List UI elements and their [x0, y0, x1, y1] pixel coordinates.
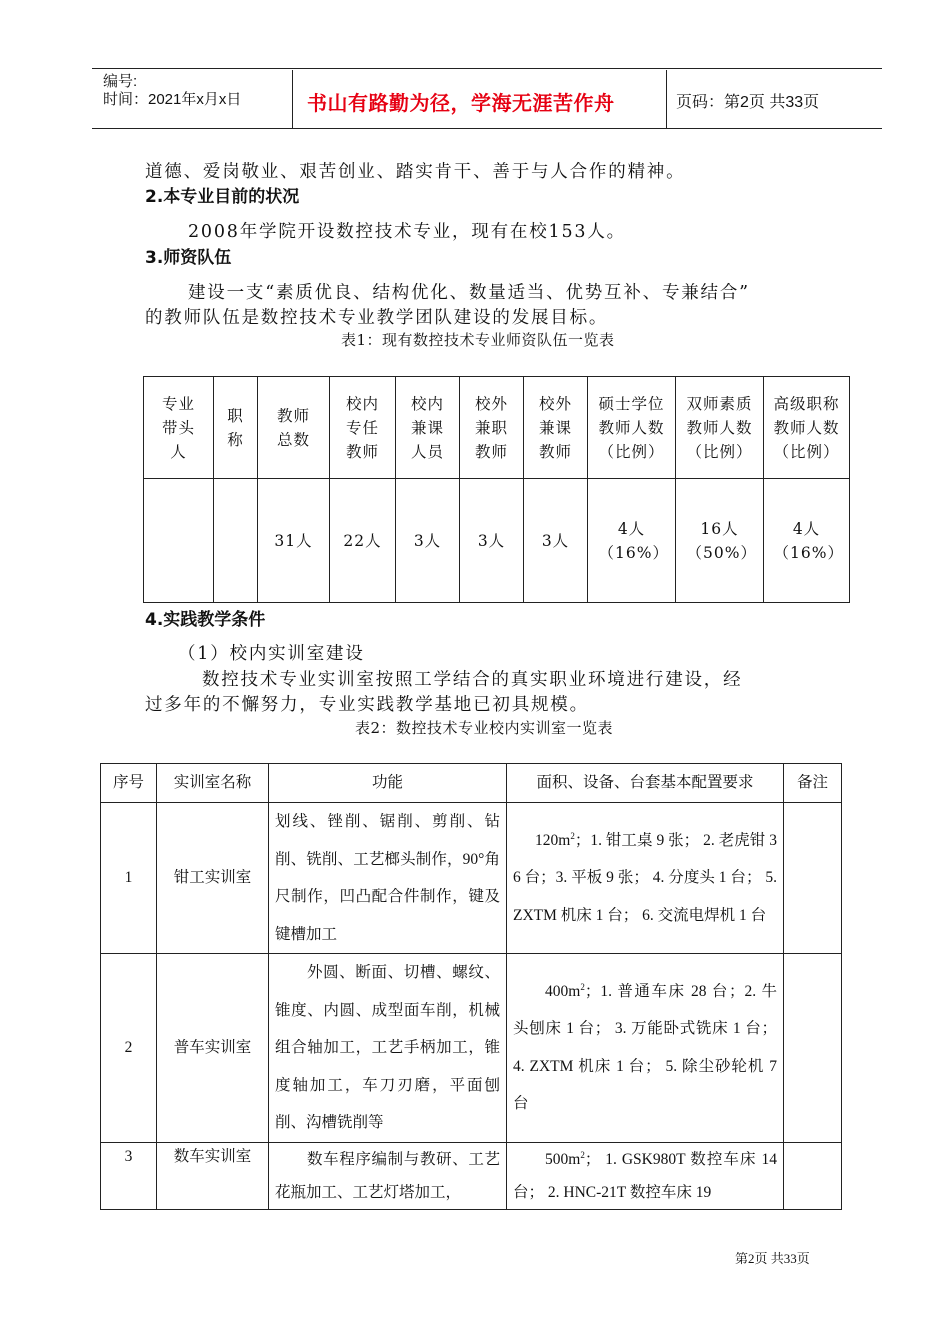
faculty-table-data-row — [144, 479, 850, 603]
faculty-cell — [214, 479, 258, 603]
lab-no-cell: 1 — [101, 803, 157, 954]
lab-function-cell: 数车程序编制与教研、工艺花瓶加工、工艺灯塔加工， — [269, 1142, 507, 1209]
faculty-cell: 22人 — [330, 479, 396, 603]
section-heading-3: 3.师资队伍 — [145, 248, 232, 268]
section-heading-2: 2.本专业目前的状况 — [145, 187, 300, 207]
faculty-header-cell: 职称 — [214, 377, 258, 479]
paragraph-status: 2008年学院开设数控技术专业，现有在校153人。 — [188, 222, 626, 242]
header-separator-1 — [292, 70, 293, 128]
lab-function-cell: 划线、锉削、锯削、剪削、钻削、铣削、工艺榔头制作，90°角尺制作，凹凸配合件制作，键及键槽加工 — [269, 803, 507, 954]
lab-note-cell — [784, 954, 842, 1143]
faculty-header-cell: 校内专任教师 — [330, 377, 396, 479]
lab-header-cell: 面积、设备、台套基本配置要求 — [507, 764, 784, 803]
lab-config-cell: $500m^2$； 1. GSK980T 数控车床 14 台； 2. HNC-21T 数控车床 19 — [507, 1142, 784, 1209]
training-lab-table — [100, 763, 842, 1210]
doc-number-label: 编号: — [103, 73, 138, 90]
lab-header-cell: 序号 — [101, 764, 157, 803]
lab-table-row — [101, 803, 842, 954]
lab-table-row — [101, 954, 842, 1143]
faculty-cell: 4人（16%） — [764, 479, 850, 603]
faculty-cell: 16人（50%） — [676, 479, 764, 603]
faculty-header-cell: 硕士学位教师人数（比例） — [588, 377, 676, 479]
header-bottom-rule — [92, 128, 882, 129]
paragraph-faculty-line2: 的教师队伍是数控技术专业教学团队建设的发展目标。 — [145, 308, 609, 328]
lab-note-cell — [784, 803, 842, 954]
lab-config-cell: $400m^2$；1. 普通车床 28 台；2. 牛头刨床 1 台； 3. 万能卧式铣床 1 台； 4. ZXTM 机床 1 台； 5. 除尘砂轮机 7 台 — [507, 954, 784, 1143]
lab-table-row — [101, 1142, 842, 1209]
section-heading-4: 4.实践教学条件 — [145, 610, 266, 630]
subsection-heading: （1）校内实训室建设 — [178, 644, 365, 664]
footer-page-number: 第2页 共33页 — [735, 1251, 810, 1266]
header-motto: 书山有路勤为径，学海无涯苦作舟 — [307, 91, 615, 115]
paragraph-faculty-line1: 建设一支“素质优良、结构优化、数量适当、优势互补、专兼结合” — [188, 283, 750, 303]
faculty-header-cell: 校外兼职教师 — [460, 377, 524, 479]
lab-name-cell: 普车实训室 — [157, 954, 269, 1143]
faculty-header-cell: 专业带头人 — [144, 377, 214, 479]
table2-caption: 表2：数控技术专业校内实训室一览表 — [355, 719, 614, 737]
faculty-cell: 3人 — [524, 479, 588, 603]
faculty-cell: 4人（16%） — [588, 479, 676, 603]
lab-name-cell: 数车实训室 — [157, 1142, 269, 1209]
faculty-header-cell: 校内兼课人员 — [396, 377, 460, 479]
lab-no-cell: 3 — [101, 1142, 157, 1209]
faculty-cell — [144, 479, 214, 603]
faculty-header-cell: 校外兼课教师 — [524, 377, 588, 479]
lab-header-cell: 备注 — [784, 764, 842, 803]
faculty-cell: 31人 — [258, 479, 330, 603]
doc-time-label: 时间：2021年x月x日 — [103, 91, 242, 108]
lab-header-cell: 实训室名称 — [157, 764, 269, 803]
faculty-header-cell: 高级职称教师人数（比例） — [764, 377, 850, 479]
faculty-header-cell: 教师总数 — [258, 377, 330, 479]
faculty-table-header-row — [144, 377, 850, 479]
lab-table-header-row — [101, 764, 842, 803]
lab-no-cell: 2 — [101, 954, 157, 1143]
lab-function-cell: 外圆、断面、切槽、螺纹、锥度、内圆、成型面车削，机械组合轴加工，工艺手柄加工，锥度轴加工，车刀刃磨，平面刨削、沟槽铣削等 — [269, 954, 507, 1143]
paragraph-lab-line1: 数控技术专业实训室按照工学结合的真实职业环境进行建设，经 — [202, 670, 743, 690]
page-number-label: 页码：第2页 共33页 — [676, 94, 820, 111]
faculty-header-cell: 双师素质教师人数（比例） — [676, 377, 764, 479]
faculty-cell: 3人 — [396, 479, 460, 603]
header-top-rule — [92, 68, 882, 69]
faculty-cell: 3人 — [460, 479, 524, 603]
faculty-table — [143, 376, 850, 603]
header-separator-2 — [666, 70, 667, 128]
lab-config-cell: $120m^2$；1. 钳工桌 9 张； 2. 老虎钳 36 台；3. 平板 9 张； 4. 分度头 1 台； 5. ZXTM 机床 1 台； 6. 交流电焊机 1 台 — [507, 803, 784, 954]
lab-header-cell: 功能 — [269, 764, 507, 803]
lab-note-cell — [784, 1142, 842, 1209]
paragraph-lab-line2: 过多年的不懈努力，专业实践教学基地已初具规模。 — [145, 695, 589, 715]
lab-name-cell: 钳工实训室 — [157, 803, 269, 954]
paragraph-continuation: 道德、爱岗敬业、艰苦创业、踏实肯干、善于与人合作的精神。 — [145, 162, 686, 182]
table1-caption: 表1：现有数控技术专业师资队伍一览表 — [341, 331, 615, 349]
